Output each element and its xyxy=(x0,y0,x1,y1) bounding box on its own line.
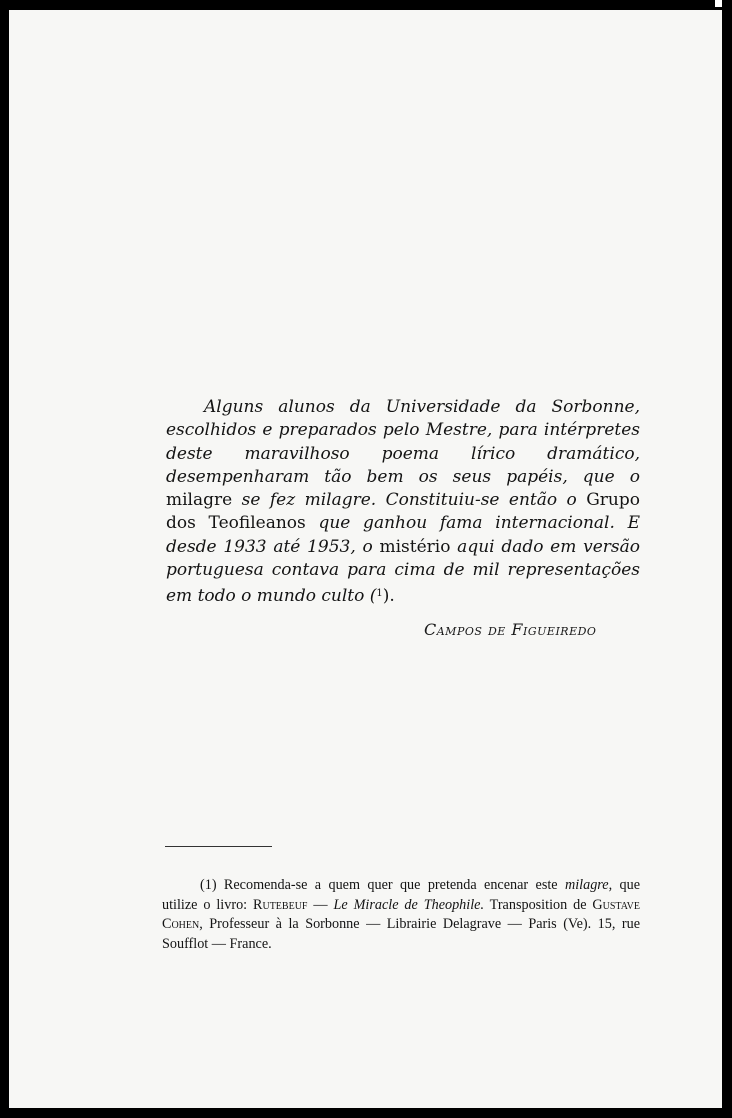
footnote xyxy=(162,876,640,954)
paragraph-text-2: milagre xyxy=(166,490,233,511)
paragraph-text-3: se fez milagre. Constituiu-se então o xyxy=(232,490,587,511)
footnote-text-3: que utilize o livro: xyxy=(162,877,640,913)
preface-paragraph xyxy=(166,396,640,609)
paragraph-text-1: Alguns alunos da Universidade da Sorbonne, escolhidos e preparados pelo Mestre, para intérpretes deste maravilhoso poema lírico dramático, desempenharam tão bem os seus papéis, que o xyxy=(166,397,640,487)
corner-mark xyxy=(712,0,722,10)
paragraph-text-4: Grupo dos Teofileanos xyxy=(166,490,640,534)
paragraph-text-9: ). xyxy=(382,586,395,607)
footnote-translator: Gustave Cohen, xyxy=(162,896,641,932)
footnote-author: Rutebeuf xyxy=(253,896,308,913)
footnote-divider xyxy=(165,846,272,847)
footnote-text-7: Transposition de xyxy=(484,896,593,913)
paragraph-text-7: aqui dado em versão portuguesa contava para cima de mil representações em todo o mundo culto ( xyxy=(166,536,640,607)
footnote-reference: 1 xyxy=(376,588,383,600)
paragraph-text-6: mistério xyxy=(379,536,451,557)
paragraph-text-5: que ganhou fama internacional. E desde 1933 até 1953, o xyxy=(166,513,640,557)
footnote-marker: (1) xyxy=(200,877,217,893)
footnote-text-1: Recomenda-se a quem quer que pretenda encenar este xyxy=(216,877,565,893)
footnote-book-title: Le Miracle de Theophile. xyxy=(333,896,485,913)
footnote-text-9: Professeur à la Sorbonne — Librairie Delagrave — Paris (Ve). 15, rue Soufflot — France. xyxy=(162,916,640,952)
footnote-text-2: milagre, xyxy=(564,877,613,893)
footnote-text-5: — xyxy=(307,896,334,913)
author-signature: Campos de Figueiredo xyxy=(424,620,597,639)
